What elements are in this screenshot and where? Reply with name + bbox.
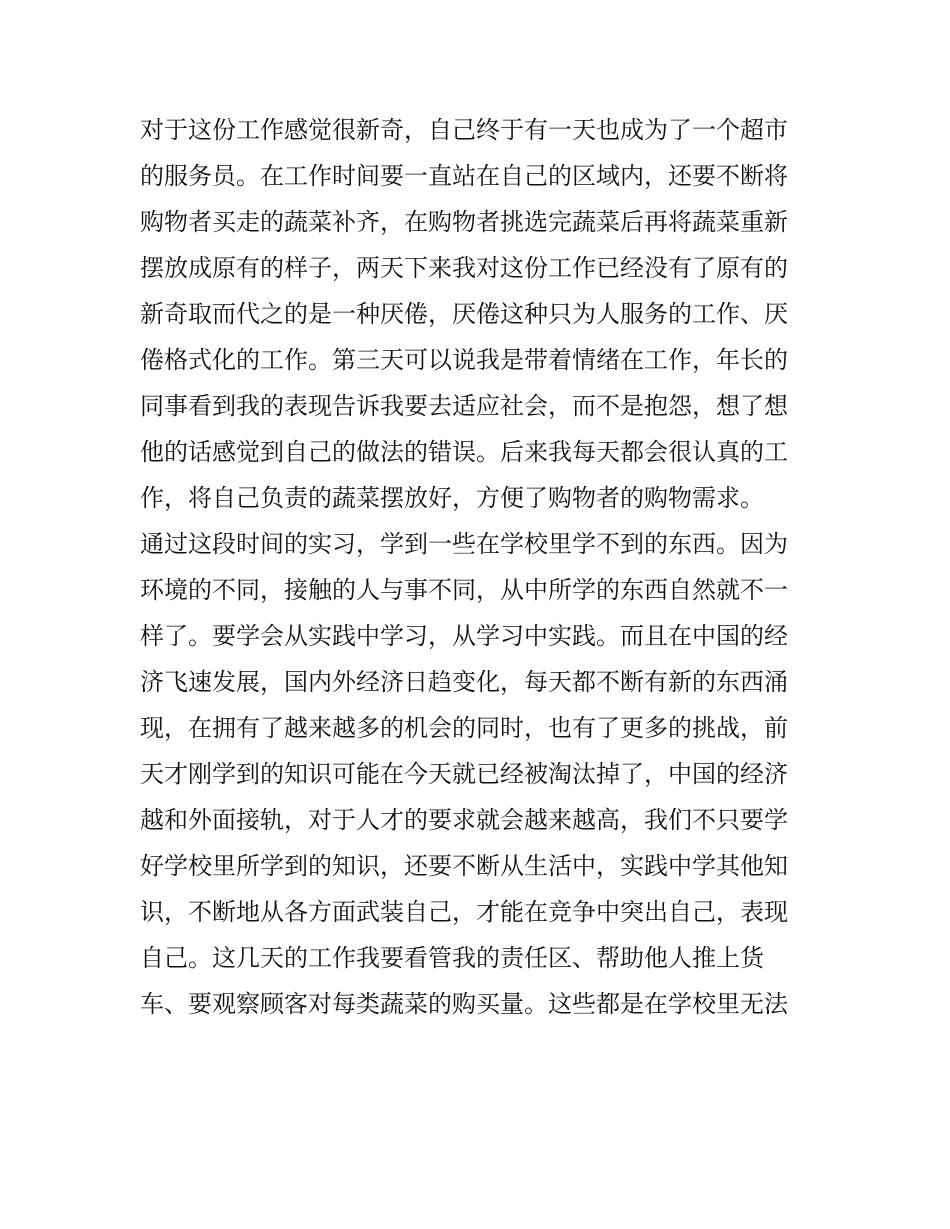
text-line: 他的话感觉到自己的做法的错误。后来我每天都会很认真的工 — [140, 438, 788, 466]
text-line: 环境的不同，接触的人与事不同，从中所学的东西自然就不一 — [140, 576, 788, 604]
text-line: 现，在拥有了越来越多的机会的同时，也有了更多的挑战，前 — [140, 714, 788, 742]
text-line: 识，不断地从各方面武装自己，才能在竞争中突出自己，表现 — [140, 898, 788, 926]
text-line: 济飞速发展，国内外经济日趋变化，每天都不断有新的东西涌 — [140, 668, 788, 696]
text-line: 样了。要学会从实践中学习，从学习中实践。而且在中国的经 — [140, 622, 788, 650]
text-line: 自己。这几天的工作我要看管我的责任区、帮助他人推上货 — [140, 944, 764, 972]
text-line: 购物者买走的蔬菜补齐，在购物者挑选完蔬菜后再将蔬菜重新 — [140, 208, 788, 236]
text-line: 越和外面接轨，对于人才的要求就会越来越高，我们不只要学 — [140, 806, 788, 834]
text-line: 同事看到我的表现告诉我要去适应社会，而不是抱怨，想了想 — [140, 392, 788, 420]
text-line: 对于这份工作感觉很新奇，自己终于有一天也成为了一个超市 — [140, 116, 788, 144]
text-line: 作，将自己负责的蔬菜摆放好，方便了购物者的购物需求。 — [140, 484, 764, 512]
body-text — [140, 107, 820, 1027]
text-line: 的服务员。在工作时间要一直站在自己的区域内，还要不断将 — [140, 162, 788, 190]
text-line: 车、要观察顾客对每类蔬菜的购买量。这些都是在学校里无法 — [140, 990, 788, 1018]
text-line: 新奇取而代之的是一种厌倦，厌倦这种只为人服务的工作、厌 — [140, 300, 788, 328]
text-line: 倦格式化的工作。第三天可以说我是带着情绪在工作，年长的 — [140, 346, 788, 374]
text-line: 好学校里所学到的知识，还要不断从生活中，实践中学其他知 — [140, 852, 788, 880]
text-line: 通过这段时间的实习，学到一些在学校里学不到的东西。因为 — [140, 530, 788, 558]
text-line: 摆放成原有的样子，两天下来我对这份工作已经没有了原有的 — [140, 254, 788, 282]
text-line: 天才刚学到的知识可能在今天就已经被淘汰掉了，中国的经济 — [140, 760, 788, 788]
